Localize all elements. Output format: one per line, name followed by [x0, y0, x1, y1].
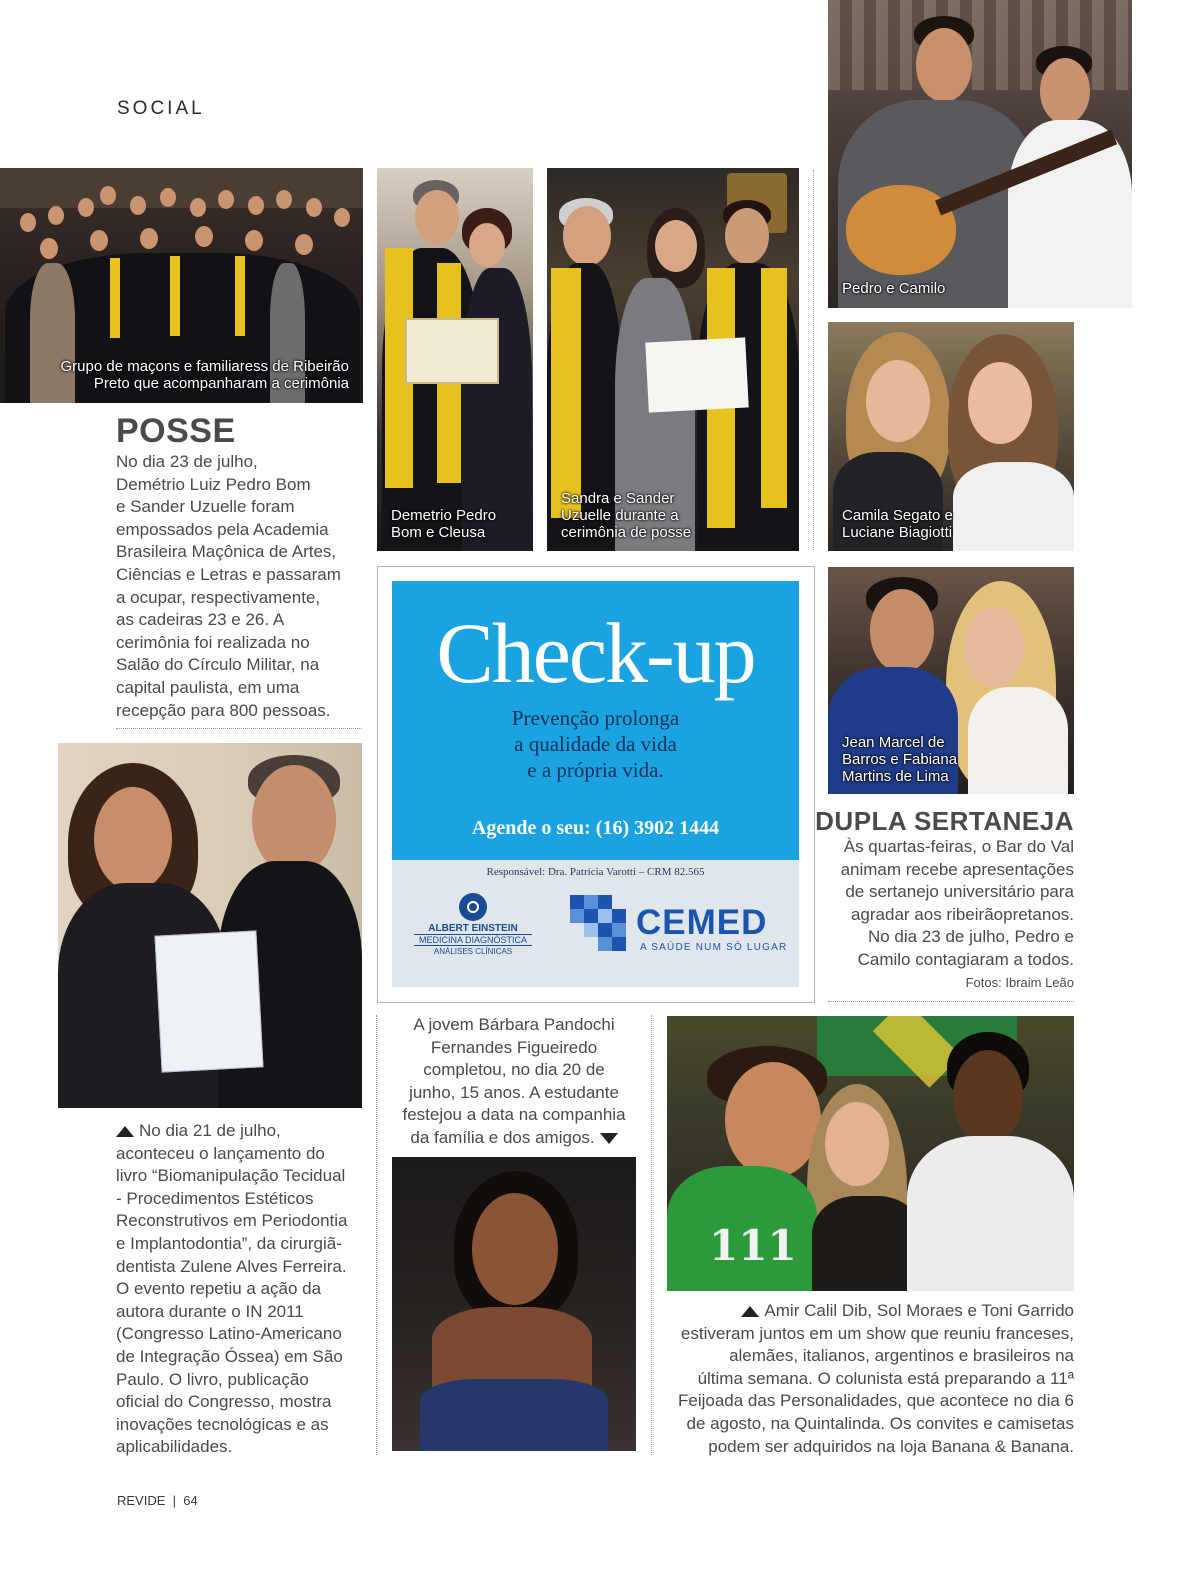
dupla-text [814, 836, 1074, 972]
ad-responsible: Responsável: Dra. Patrícia Varotti – CRM 82.565 [486, 866, 705, 878]
dupla-line: agradar aos ribeirãopretanos. [850, 904, 1074, 924]
jean-fabiana-photo [828, 567, 1074, 794]
group-caption-line: Preto que acompanharam a cerimônia [93, 375, 349, 392]
photo-credit: Fotos: Ibraim Leão [965, 975, 1074, 990]
magazine-name: REVIDE [117, 1493, 166, 1508]
ad-title: Check-up [436, 605, 755, 701]
divider [116, 728, 362, 729]
livro-line: Reconstrutivos em Periodontia [116, 1211, 348, 1231]
jean-caption-line: Barros e Fabiana [842, 751, 958, 768]
amir-text [654, 1300, 1074, 1458]
camila-luciane-photo [828, 322, 1074, 551]
barbara-line: A jovem Bárbara Pandochi [413, 1015, 615, 1034]
ad-subtitle-line: Prevenção prolonga [511, 706, 680, 730]
amir-line: alemães, italianos, argentinos e brasileiros na [729, 1346, 1074, 1366]
livro-line: de Integração Óssea) em São [116, 1346, 343, 1366]
barbara-line: completou, no dia 20 de [423, 1060, 605, 1080]
arrow-up-icon [741, 1306, 759, 1317]
dupla-heading: DUPLA SERTANEJA [815, 806, 1074, 836]
posse-line: a ocupar, respectivamente, [116, 587, 321, 607]
camila-caption-line: Camila Segato e [842, 507, 953, 524]
posse-line: Brasileira Maçônica de Artes, [116, 542, 337, 562]
livro-line: inovações tecnológicas e as [116, 1414, 329, 1434]
posse-line: capital paulista, em uma [116, 677, 300, 697]
amir-line: estiveram juntos em um show que reuniu franceses, [680, 1323, 1074, 1343]
demetrio-photo [377, 168, 533, 551]
group-caption-line: Grupo de maçons e familiaress de Ribeirão [60, 358, 349, 375]
livro-line: aconteceu o lançamento do [116, 1143, 325, 1163]
amir-sol-toni-photo [667, 1016, 1074, 1291]
posse-line: Ciências e Letras e passaram [116, 564, 341, 584]
ad-subtitle [392, 705, 799, 783]
amir-line: Amir Calil Dib, Sol Moraes e Toni Garrido [764, 1301, 1074, 1320]
posse-line: Demétrio Luiz Pedro Bom [116, 474, 311, 494]
jean-caption-line: Jean Marcel de [842, 734, 945, 751]
demetrio-caption-line: Bom e Cleusa [391, 524, 486, 541]
arrow-down-icon [600, 1133, 618, 1144]
amir-line: última semana. O colunista está preparando a 11ª [697, 1368, 1074, 1388]
amir-line: de agosto, na Quintalinda. Os convites e camisetas [686, 1413, 1074, 1433]
pedro-caption: Pedro e Camilo [842, 280, 946, 297]
cemed-name: CEMED [636, 903, 768, 942]
barbara-line: Fernandes Figueiredo [430, 1037, 598, 1057]
demetrio-caption-line: Demetrio Pedro [391, 507, 497, 524]
posse-line: recepção para 800 pessoas. [116, 700, 331, 720]
divider [651, 1015, 652, 1455]
einstein-division: MEDICINA DIAGNÓSTICA [414, 934, 532, 946]
sandra-caption-line: cerimônia de posse [561, 524, 692, 541]
cemed-logo-icon [570, 895, 626, 951]
sandra-sander-photo [547, 168, 799, 551]
einstein-logo [414, 893, 532, 959]
livro-line: livro “Biomanipulação Tecidual [116, 1166, 346, 1186]
divider [376, 1015, 377, 1455]
posse-heading: POSSE [116, 412, 236, 450]
barbara-text [392, 1014, 636, 1150]
einstein-service: ANÁLISES CLÍNICAS [433, 947, 513, 956]
section-label: SOCIAL [117, 98, 205, 119]
jean-caption-line: Martins de Lima [842, 768, 949, 785]
arrow-up-icon [116, 1126, 134, 1137]
livro-line: Paulo. O livro, publicação [116, 1369, 309, 1389]
livro-line: O evento repetiu a ação da [116, 1279, 322, 1299]
divider [813, 170, 814, 550]
einstein-name: ALBERT EINSTEIN [428, 923, 518, 934]
einstein-logo-icon [459, 893, 487, 921]
livro-line: oficial do Congresso, mostra [116, 1392, 332, 1412]
livro-line: dentista Zulene Alves Ferreira. [116, 1256, 347, 1276]
barbara-line: festejou a data na companhia [402, 1105, 626, 1125]
amir-line: Feijoada das Personalidades, que acontece no dia 6 [677, 1391, 1074, 1411]
posse-text [116, 451, 356, 722]
group-photo [0, 168, 363, 403]
barbara-line: junho, 15 anos. A estudante [409, 1082, 619, 1102]
sandra-caption-line: Sandra e Sander [561, 490, 675, 507]
posse-line: No dia 23 de julho, [116, 452, 258, 471]
cemed-tagline: A SAÚDE NUM SÓ LUGAR [640, 942, 788, 953]
divider [828, 1001, 1074, 1002]
page-footer [117, 1493, 198, 1508]
footer-separator: | [169, 1493, 180, 1508]
livro-line: - Procedimentos Estéticos [116, 1188, 314, 1208]
ad-subtitle-line: e a própria vida. [527, 758, 664, 782]
dupla-line: de sertanejo universitário para [845, 882, 1074, 902]
dupla-line: Às quartas-feiras, o Bar do Val [843, 837, 1074, 856]
livro-line: (Congresso Latino-Americano [116, 1324, 342, 1344]
posse-line: Salão do Círculo Militar, na [116, 655, 320, 675]
posse-line: e Sander Uzuelle foram [116, 497, 295, 517]
livro-line: autora durante o IN 2011 [116, 1301, 304, 1321]
amir-line: podem ser adquiridos na loja Banana & Banana. [708, 1436, 1074, 1456]
page-number: 64 [183, 1493, 198, 1508]
ad-subtitle-line: a qualidade da vida [514, 732, 677, 756]
posse-line: as cadeiras 23 e 26. A [116, 610, 285, 630]
ad-phone: Agende o seu: (16) 3902 1444 [471, 817, 720, 839]
livro-line: aplicabilidades. [116, 1437, 233, 1457]
posse-line: empossados pela Academia [116, 519, 329, 539]
posse-line: cerimônia foi realizada no [116, 632, 310, 652]
dupla-line: Camilo contagiaram a todos. [857, 949, 1074, 969]
sandra-caption-line: Uzuelle durante a [561, 507, 679, 524]
book-launch-photo [58, 743, 362, 1108]
livro-text [116, 1120, 366, 1459]
camila-caption-line: Luciane Biagiotti [842, 524, 953, 541]
barbara-photo [392, 1157, 636, 1451]
shirt-text: 111 [709, 1221, 797, 1270]
livro-line: e Implantodontia”, da cirurgiã- [116, 1233, 342, 1253]
livro-line: No dia 21 de julho, [139, 1121, 281, 1140]
pedro-camilo-photo [828, 0, 1132, 308]
dupla-line: animam recebe apresentações [840, 859, 1074, 879]
barbara-line: da família e dos amigos. [410, 1127, 595, 1147]
dupla-line: No dia 23 de julho, Pedro e [867, 927, 1074, 947]
